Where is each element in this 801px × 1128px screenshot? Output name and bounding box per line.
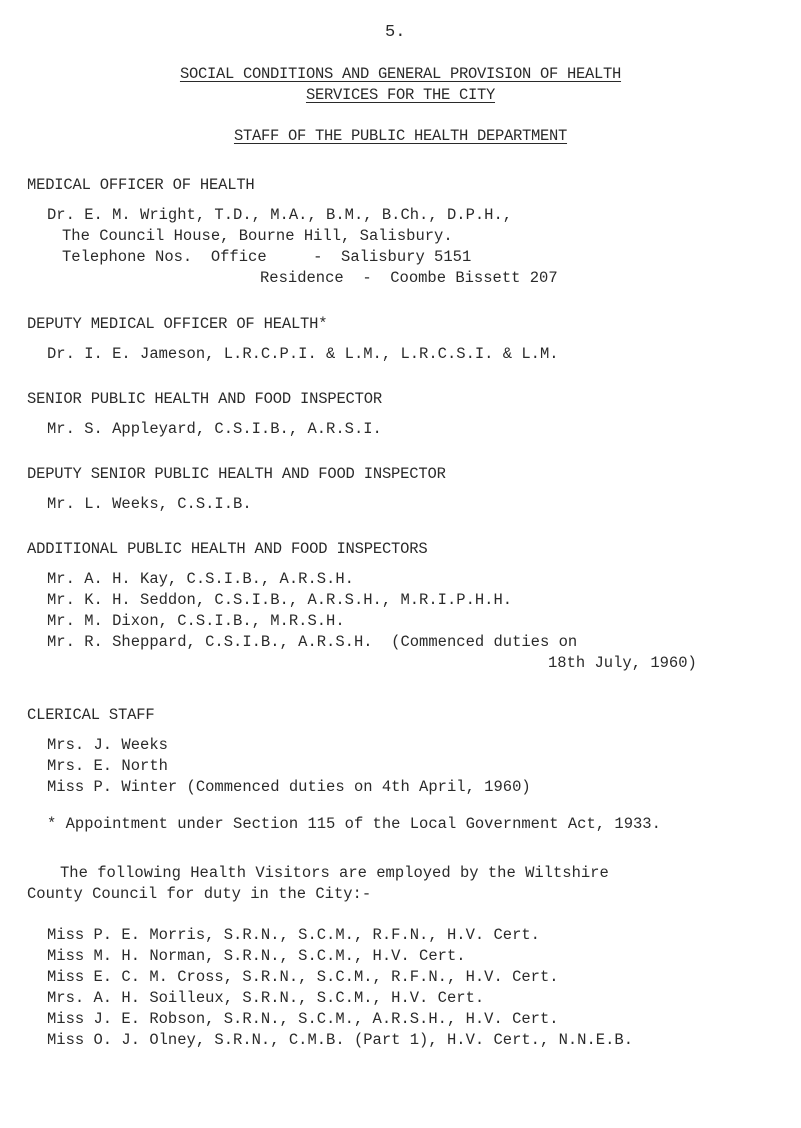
moh-heading: MEDICAL OFFICER OF HEALTH (27, 176, 255, 194)
deputy-moh-name: Dr. I. E. Jameson, L.R.C.P.I. & L.M., L.R.C.S.I. & L.M. (47, 345, 559, 363)
clerical-line: Mrs. J. Weeks (47, 736, 168, 754)
deputy-senior-inspector-heading: DEPUTY SENIOR PUBLIC HEALTH AND FOOD INSPECTOR (27, 465, 446, 483)
health-visitor-line: Miss E. C. M. Cross, S.R.N., S.C.M., R.F.N., H.V. Cert. (47, 968, 559, 986)
section-title: SOCIAL CONDITIONS AND GENERAL PROVISION OF HEALTH (179, 65, 622, 83)
clerical-line: Miss P. Winter (Commenced duties on 4th April, 1960) (47, 778, 531, 796)
inspector-line: Mr. R. Sheppard, C.S.I.B., A.R.S.H. (Commenced duties on (47, 633, 578, 651)
moh-residence: Residence - Coombe Bissett 207 (260, 269, 558, 287)
moh-name: Dr. E. M. Wright, T.D., M.A., B.M., B.Ch., D.P.H., (47, 206, 513, 224)
inspector-line: Mr. A. H. Kay, C.S.I.B., A.R.S.H. (47, 570, 354, 588)
health-visitor-line: Miss M. H. Norman, S.R.N., S.C.M., H.V. Cert. (47, 947, 466, 965)
clerical-heading: CLERICAL STAFF (27, 706, 155, 724)
deputy-moh-heading: DEPUTY MEDICAL OFFICER OF HEALTH* (27, 315, 328, 333)
senior-inspector-heading: SENIOR PUBLIC HEALTH AND FOOD INSPECTOR (27, 390, 382, 408)
health-visitors-intro: The following Health Visitors are employed by the Wiltshire (60, 864, 609, 882)
moh-address: The Council House, Bourne Hill, Salisbury. (62, 227, 453, 245)
health-visitor-line: Miss O. J. Olney, S.R.N., C.M.B. (Part 1), H.V. Cert., N.N.E.B. (47, 1031, 633, 1049)
additional-inspectors-heading: ADDITIONAL PUBLIC HEALTH AND FOOD INSPECTORS (27, 540, 428, 558)
senior-inspector-name: Mr. S. Appleyard, C.S.I.B., A.R.S.I. (47, 420, 382, 438)
appointment-footnote: * Appointment under Section 115 of the Local Government Act, 1933. (47, 815, 661, 833)
health-visitor-line: Mrs. A. H. Soilleux, S.R.N., S.C.M., H.V. Cert. (47, 989, 485, 1007)
page-number: 5. (385, 23, 406, 42)
section-title-continued: SERVICES FOR THE CITY (305, 86, 496, 104)
inspector-note-continued: 18th July, 1960) (548, 654, 697, 672)
inspector-line: Mr. K. H. Seddon, C.S.I.B., A.R.S.H., M.R.I.P.H.H. (47, 591, 513, 609)
health-visitor-line: Miss J. E. Robson, S.R.N., S.C.M., A.R.S.H., H.V. Cert. (47, 1010, 559, 1028)
health-visitor-line: Miss P. E. Morris, S.R.N., S.C.M., R.F.N., H.V. Cert. (47, 926, 540, 944)
clerical-line: Mrs. E. North (47, 757, 168, 775)
moh-telephone: Telephone Nos. Office - Salisbury 5151 (62, 248, 472, 266)
inspector-line: Mr. M. Dixon, C.S.I.B., M.R.S.H. (47, 612, 345, 630)
health-visitors-intro-continued: County Council for duty in the City:- (27, 885, 372, 903)
deputy-senior-inspector-name: Mr. L. Weeks, C.S.I.B. (47, 495, 252, 513)
staff-title: STAFF OF THE PUBLIC HEALTH DEPARTMENT (233, 127, 568, 145)
